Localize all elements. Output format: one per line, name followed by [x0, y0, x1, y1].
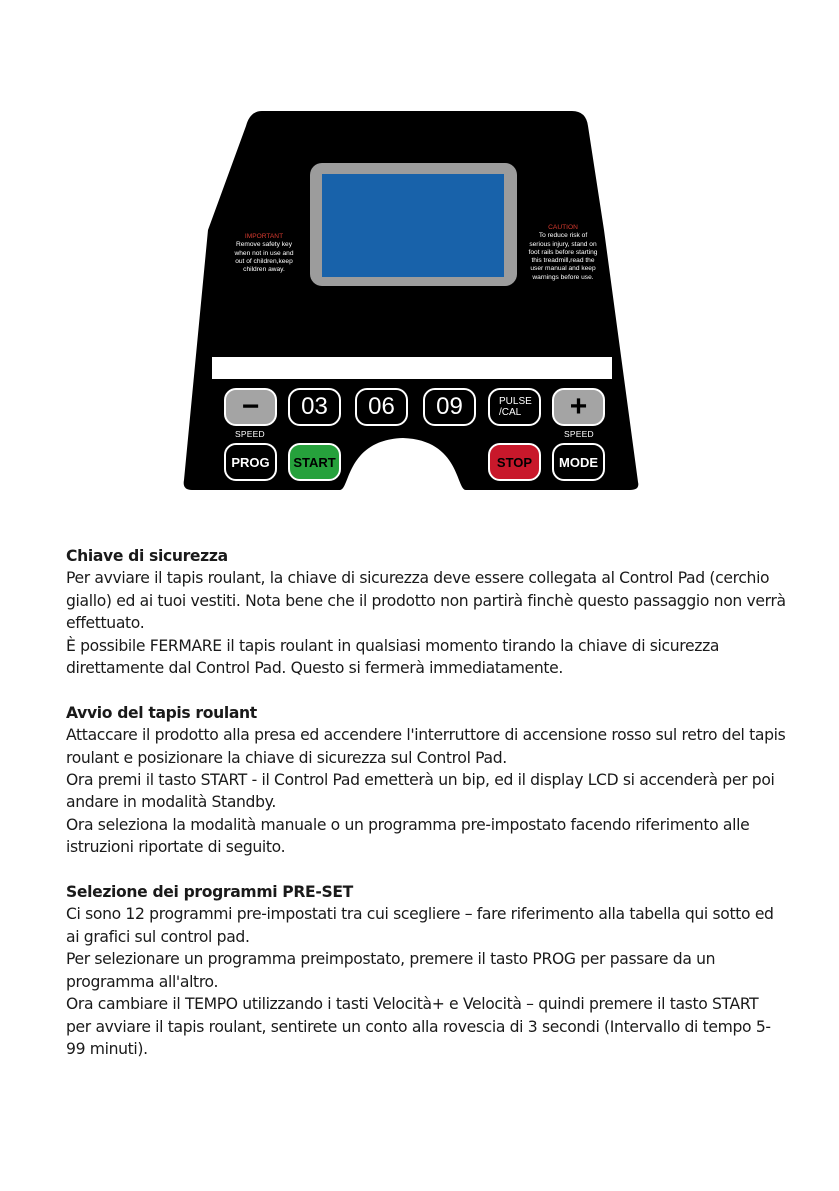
paragraph: Ora seleziona la modalità manuale o un programma pre-impostato facendo riferimento alle istruzioni riportate di seguito.: [66, 815, 750, 857]
preset-03-label: 03: [301, 393, 328, 420]
mode-button[interactable]: [552, 443, 605, 481]
caution-line: serious injury, stand on: [529, 240, 597, 248]
section-safety-key: [66, 545, 786, 679]
important-line: children away.: [243, 266, 285, 274]
important-warning: [226, 233, 302, 274]
section-startup: [66, 702, 786, 859]
preset-09-button[interactable]: [423, 388, 476, 426]
prog-label: PROG: [231, 454, 270, 470]
caution-title: CAUTION: [548, 224, 578, 231]
important-title: IMPORTANT: [244, 233, 284, 240]
paragraph: Ci sono 12 programmi pre-impostati tra cui scegliere – fare riferimento alla tabella qui sotto ed ai grafici sul control pad.: [66, 905, 774, 946]
preset-06-label: 06: [368, 393, 395, 420]
paragraph: Attaccare il prodotto alla presa ed accendere l'interruttore di accensione rosso sul retro del tapis roulant e posizionare la chiave di sicurezza sul Control Pad.: [66, 726, 786, 767]
speed-left-label: SPEED: [235, 429, 265, 439]
preset-09-label: 09: [436, 393, 463, 420]
minus-icon: −: [241, 390, 260, 423]
paragraph: Per selezionare un programma preimpostato, premere il tasto PROG per passare da un programma all'altro.: [66, 950, 716, 991]
paragraph: Ora premi il tasto START - il Control Pad emetterà un bip, ed il display LCD si accenderà per poi andare in modalità Standby.: [66, 771, 775, 812]
section-title: Avvio del tapis roulant: [66, 703, 257, 722]
section-title: Chiave di sicurezza: [66, 547, 228, 565]
speed-plus-button[interactable]: [552, 388, 605, 426]
plus-icon: +: [569, 390, 588, 423]
pulse-label: PULSE: [499, 396, 532, 407]
caution-warning: [520, 224, 606, 282]
pulse-cal-button[interactable]: [488, 388, 541, 426]
paragraph: Ora cambiare il TEMPO utilizzando i tasti Velocità+ e Velocità – quindi premere il tasto START per avviare il tapis roulant, sentirete un conto alla rovescia di 3 secondi (Intervallo di tempo 5-99 minuti).: [66, 995, 771, 1058]
control-panel-body: [0, 0, 839, 520]
paragraph: Per avviare il tapis roulant, la chiave di sicurezza deve essere collegata al Control Pad (cerchio giallo) ed ai tuoi vestiti. Nota bene che il prodotto non partirà finchè questo passaggio non verrà effettuato.: [66, 569, 786, 633]
important-line: out of children,keep: [235, 257, 293, 265]
preset-06-button[interactable]: [355, 388, 408, 426]
stop-button[interactable]: [488, 443, 541, 481]
speed-minus-button[interactable]: [224, 388, 277, 426]
program-strip: [212, 357, 612, 379]
cal-label: /CAL: [499, 407, 522, 418]
important-line: when not in use and: [234, 249, 294, 257]
mode-label: MODE: [559, 454, 598, 470]
start-button[interactable]: [288, 443, 341, 481]
paragraph: È possibile FERMARE il tapis roulant in qualsiasi momento tirando la chiave di sicurezza direttamente dal Control Pad. Questo si fermerà immediatamente.: [66, 636, 720, 678]
section-preset-programs: [66, 881, 786, 1060]
lcd-screen: [322, 174, 504, 277]
caution-line: warnings before use.: [532, 273, 594, 281]
caution-line: To reduce risk of: [538, 232, 588, 240]
section-title: Selezione dei programmi PRE-SET: [66, 883, 353, 902]
important-line: Remove safety key: [235, 241, 293, 249]
caution-line: this treadmill,read the: [531, 257, 595, 265]
start-label: START: [293, 454, 336, 470]
preset-03-button[interactable]: [288, 388, 341, 426]
caution-line: user manual and keep: [530, 265, 596, 273]
caution-line: foot rails before starting: [528, 248, 598, 256]
prog-button[interactable]: [224, 443, 277, 481]
speed-right-label: SPEED: [564, 429, 594, 439]
stop-label: STOP: [496, 454, 533, 470]
treadmill-control-panel: [0, 0, 839, 520]
instructions-body: [66, 545, 786, 1083]
